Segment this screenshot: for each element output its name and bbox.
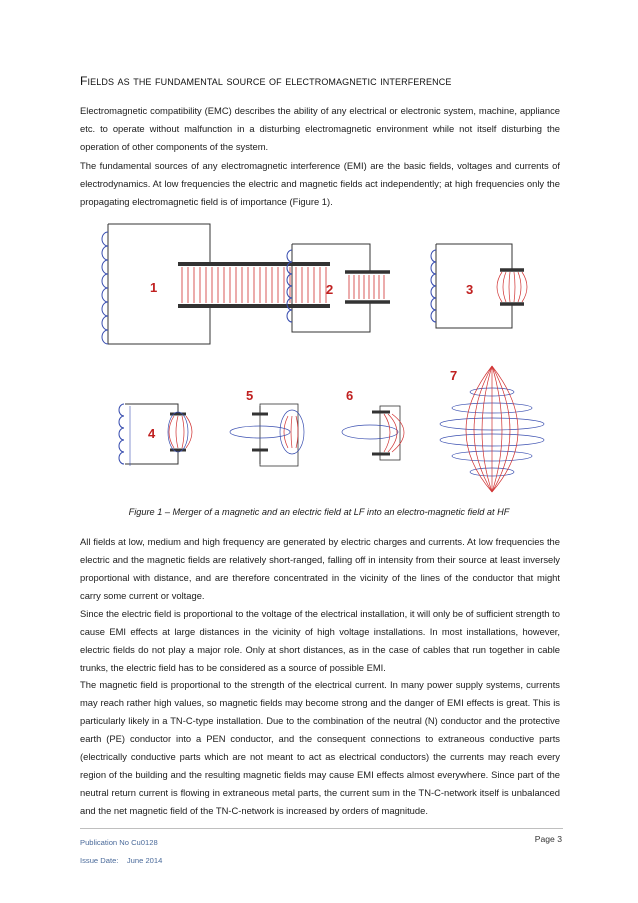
page-number: Page 3	[534, 834, 562, 844]
footer-publication-info	[80, 834, 162, 870]
panel-3	[431, 244, 527, 328]
figure-caption: Figure 1 – Merger of a magnetic and an electric field at LF into an electro-magnetic field at HF	[128, 507, 510, 517]
paragraph-magnetic-field: The magnetic field is proportional to the strength of the electrical current. In many power supply systems, currents may reach rather high values, so magnetic fields may become strong and the danger of EMI effects is great. This is particularly likely in a TN-C-type installation. Due to the combination of the neutral (N) conductor and the protective earth (PE) conductor into a PEN conductor, and the consequent connections to extraneous conductive parts (electrically conductive parts which are not meant to act as electrical conductors) the currents may reach every region of the building and the resulting magnetic fields may cause EMI effects almost everywhere. Since part of the neutral return current is flowing in extraneous metal parts, the current sum in the TN-C-network itself is unbalanced and the net magnetic field of the TN-C-network is increased by orders of magnitude.	[80, 679, 560, 816]
paragraph-electric-field: Since the electric field is proportional to the voltage of the electrical installation, it will only be of sufficient strength to cause EMI effects at large distances in the vicinity of high voltage installations. In most installations, however, electric fields do not play a major role. Only at short distances, as in the case of cables that run together in cable trunks, the electric field has to be considered as a source of possible EMI.	[80, 608, 560, 673]
panel-4	[119, 404, 192, 466]
section-heading: Fields as the fundamental source of electromagnetic interference	[80, 74, 452, 88]
panel-label-4: 4	[148, 426, 156, 441]
panel-label-7: 7	[450, 368, 458, 383]
panel-label-2: 2	[326, 282, 334, 297]
issue-date-line	[80, 852, 162, 870]
paragraph-emi-sources: The fundamental sources of any electromagnetic interference (EMI) are the basic fields, voltages and currents of electrodynamics. At low frequencies the electric and magnetic fields act independently; at high frequencies only the propagating electromagnetic field is of importance (Figure 1).	[80, 160, 560, 207]
footer-divider	[80, 828, 563, 829]
publication-number: Publication No Cu0128	[80, 838, 158, 847]
panel-2	[287, 244, 390, 332]
panel-label-1: 1	[150, 280, 158, 295]
panel-label-5: 5	[246, 388, 254, 403]
panel-5	[230, 388, 304, 466]
panel-label-3: 3	[466, 282, 474, 297]
paragraph-emc-definition: Electromagnetic compatibility (EMC) describes the ability of any electrical or electronic system, machine, appliance etc. to operate without malfunction in a disturbing electromagnetic environment while not itself disturbing the operation of other components of the system.	[80, 105, 560, 152]
figure-1-diagram	[100, 214, 550, 494]
panel-7	[440, 366, 544, 492]
panel-6	[342, 388, 404, 460]
issue-date-label: Issue Date:	[80, 856, 119, 865]
panel-label-6: 6	[346, 388, 354, 403]
issue-date-value: June 2014	[126, 856, 163, 865]
panel-1	[102, 224, 330, 344]
paragraph-field-generation: All fields at low, medium and high frequency are generated by electric charges and currents. At low frequencies the electric and the magnetic fields are relatively short-ranged, falling off in intensity from their source at least inversely proportional with distance, and are therefore concentrated in the vicinity of the lines of the conductor that might carry some current or voltage.	[80, 536, 560, 601]
